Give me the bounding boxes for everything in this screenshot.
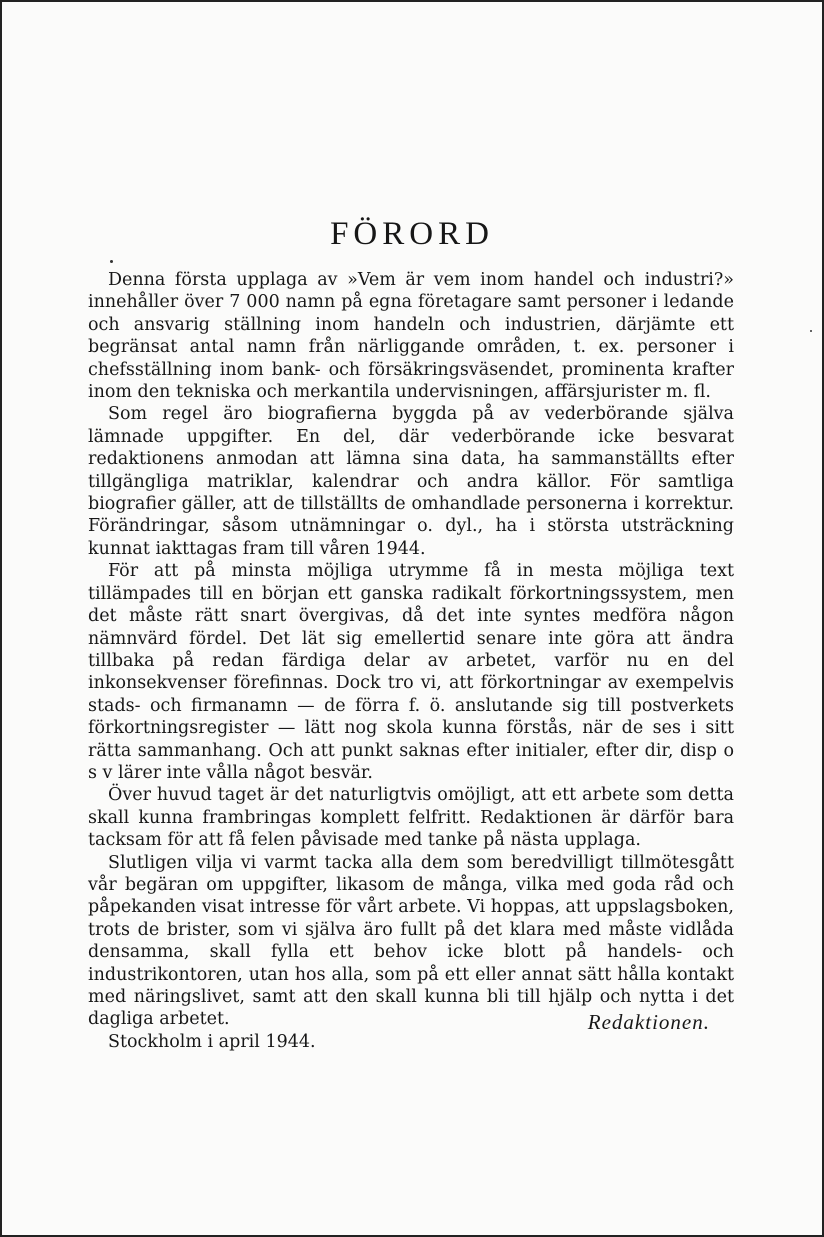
paragraph-1: Denna första upplaga av »Vem är vem inom handel och industri?» innehåller över 7 000 namn på egna företagare samt personer i ledande och ansvarig ställning inom handeln och industrien, därjämte ett begränsat antal namn från närliggande områden, t. ex. personer i chefsställning inom bank- och försäkringsväsendet, prominenta krafter inom den tekniska och merkantila undervisningen, affärsjurister m. fl.	[88, 270, 734, 403]
paragraph-3: För att på minsta möjliga utrymme få in mesta möjliga text tillämpades till en början ett ganska radikalt förkortningssystem, men det måste rätt snart övergivas, då det inte syntes medföra någon nämnvärd fördel. Det lät sig emellertid senare inte göra att ändra tillbaka på redan färdiga delar av arbetet, varför nu en del inkonsekvenser förefinnas. Dock tro vi, att förkortningar av exempelvis stads- och firmanamn — de förra f. ö. anslutande sig till postverkets förkortningsregister — lätt nog skola kunna förstås, när de ses i sitt rätta sammanhang. Och att punkt saknas efter initialer, efter dir, disp o s v lärer inte vålla något besvär.	[88, 561, 734, 783]
left-edge-line	[0, 0, 2, 1237]
paragraph-4: Över huvud taget är det naturligtvis omöjligt, att ett arbete som detta skall kunna frambringas komplett felfritt. Redaktionen är därför bara tacksam för att få felen påvisade med tanke på nästa upplaga.	[88, 785, 734, 851]
top-edge-line	[0, 0, 824, 2]
paragraph-5: Slutligen vilja vi varmt tacka alla dem som beredvilligt tillmötesgått vår begäran om uppgifter, likasom de många, vilka med goda råd och påpekanden visat intresse för vårt arbete. Vi hoppas, att uppslagsboken, trots de brister, som vi själva äro fullt på det klara med måste vidlåda densamma, skall fylla ett behov icke blott på handels- och industrikontoren, utan hos alla, som på ett eller annat sätt hålla kontakt med näringslivet, samt att den skall kunna bli till hjälp och nytta i det dagliga arbetet.	[88, 852, 734, 1030]
foreword-text	[88, 269, 734, 1053]
scan-speck	[810, 330, 812, 332]
paragraph-6: Stockholm i april 1944.	[108, 1031, 316, 1052]
page-title: FÖRORD	[330, 216, 494, 253]
signature: Redaktionen.	[587, 1010, 710, 1034]
scan-speck	[110, 260, 113, 263]
paragraph-2: Som regel äro biografierna byggda på av vederbörande själva lämnade uppgifter. En del, där vederbörande icke besvarat redaktionens anmodan att lämna sina data, ha sammanställts efter tillgängliga matriklar, kalendrar och andra källor. För samtliga biografier gäller, att de tillställts de omhandlade personerna i korrektur. Förändringar, såsom utnämningar o. dyl., ha i största utsträckning kunnat iakttagas fram till våren 1944.	[88, 404, 734, 559]
